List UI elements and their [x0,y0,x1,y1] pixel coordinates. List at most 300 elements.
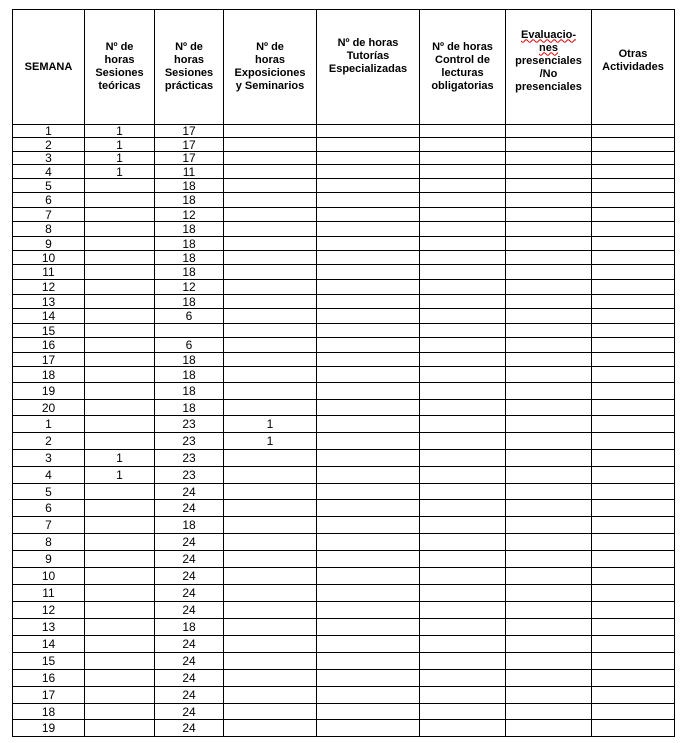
cell-evaluaciones [506,338,592,353]
header-line: Sesiones [95,67,144,79]
cell-tutorias-especializadas [317,400,420,416]
cell-control-lecturas [420,251,506,265]
cell-semana: 19 [13,383,85,400]
cell-semana: 6 [13,500,85,517]
cell-semana: 8 [13,534,85,551]
cell-exposiciones-seminarios [224,704,317,720]
table-row [13,280,675,295]
cell-sesiones-teoricas [85,338,155,353]
cell-semana: 18 [13,704,85,720]
cell-evaluaciones [506,193,592,208]
cell-sesiones-teoricas [85,517,155,534]
cell-otras-actividades [592,500,675,517]
header-tutorias-especializadas [317,10,420,125]
cell-evaluaciones [506,467,592,484]
cell-sesiones-teoricas [85,383,155,400]
cell-sesiones-practicas: 24 [155,653,224,670]
cell-evaluaciones [506,602,592,619]
table-row [13,704,675,720]
cell-sesiones-teoricas: 1 [85,125,155,138]
cell-sesiones-teoricas [85,602,155,619]
header-line: lecturas [441,67,484,79]
cell-semana: 20 [13,400,85,416]
cell-semana: 11 [13,265,85,280]
cell-exposiciones-seminarios: 1 [224,433,317,450]
cell-semana: 9 [13,237,85,251]
cell-evaluaciones [506,280,592,295]
cell-semana: 17 [13,353,85,367]
cell-tutorias-especializadas [317,222,420,237]
cell-otras-actividades [592,138,675,152]
cell-exposiciones-seminarios [224,125,317,138]
cell-tutorias-especializadas [317,338,420,353]
cell-evaluaciones [506,450,592,467]
cell-exposiciones-seminarios [224,568,317,585]
cell-sesiones-practicas: 18 [155,353,224,367]
cell-exposiciones-seminarios [224,687,317,704]
cell-tutorias-especializadas [317,179,420,193]
cell-exposiciones-seminarios [224,517,317,534]
header-line: Nº de [105,41,134,53]
cell-sesiones-practicas: 17 [155,152,224,165]
header-line: teóricas [98,80,141,92]
cell-tutorias-especializadas [317,237,420,251]
cell-tutorias-especializadas [317,704,420,720]
cell-sesiones-practicas: 24 [155,704,224,720]
cell-tutorias-especializadas [317,619,420,636]
cell-exposiciones-seminarios [224,551,317,568]
cell-semana: 3 [13,450,85,467]
cell-semana: 14 [13,309,85,324]
cell-tutorias-especializadas [317,585,420,602]
cell-evaluaciones [506,534,592,551]
cell-tutorias-especializadas [317,280,420,295]
cell-sesiones-teoricas [85,704,155,720]
cell-sesiones-practicas: 24 [155,551,224,568]
cell-control-lecturas [420,125,506,138]
table-row [13,222,675,237]
cell-otras-actividades [592,450,675,467]
cell-sesiones-practicas: 6 [155,338,224,353]
cell-evaluaciones [506,165,592,179]
cell-semana: 14 [13,636,85,653]
cell-otras-actividades [592,433,675,450]
cell-control-lecturas [420,534,506,551]
header-line: horas [174,54,204,66]
cell-sesiones-practicas: 18 [155,619,224,636]
cell-exposiciones-seminarios [224,237,317,251]
header-line: Otras [618,48,648,60]
cell-tutorias-especializadas [317,534,420,551]
table-row [13,125,675,138]
cell-exposiciones-seminarios [224,222,317,237]
cell-tutorias-especializadas [317,484,420,500]
table-row [13,433,675,450]
cell-control-lecturas [420,416,506,433]
cell-control-lecturas [420,619,506,636]
table-row [13,450,675,467]
cell-semana: 8 [13,222,85,237]
cell-semana: 16 [13,338,85,353]
cell-sesiones-practicas: 24 [155,636,224,653]
cell-evaluaciones [506,353,592,367]
cell-evaluaciones [506,179,592,193]
cell-otras-actividades [592,309,675,324]
cell-semana: 4 [13,165,85,179]
cell-exposiciones-seminarios [224,280,317,295]
cell-sesiones-practicas: 18 [155,251,224,265]
cell-sesiones-teoricas: 1 [85,450,155,467]
table-row [13,500,675,517]
cell-sesiones-teoricas: 1 [85,138,155,152]
cell-evaluaciones [506,367,592,383]
header-line: horas [255,54,285,66]
cell-exposiciones-seminarios [224,165,317,179]
cell-semana: 10 [13,251,85,265]
header-line: /No [539,67,558,80]
cell-exposiciones-seminarios [224,193,317,208]
header-line: Nº de [175,41,203,53]
table-row [13,309,675,324]
cell-otras-actividades [592,222,675,237]
cell-sesiones-teoricas [85,237,155,251]
cell-evaluaciones [506,237,592,251]
header-line: Nº de [256,41,284,53]
table-row [13,687,675,704]
cell-sesiones-practicas: 18 [155,193,224,208]
cell-semana: 4 [13,467,85,484]
cell-evaluaciones [506,324,592,338]
cell-otras-actividades [592,670,675,687]
cell-evaluaciones [506,265,592,280]
cell-sesiones-teoricas [85,670,155,687]
header-row [13,10,675,125]
cell-sesiones-teoricas [85,484,155,500]
cell-sesiones-practicas: 17 [155,138,224,152]
cell-exposiciones-seminarios [224,383,317,400]
cell-tutorias-especializadas [317,467,420,484]
cell-sesiones-practicas: 23 [155,416,224,433]
cell-tutorias-especializadas [317,125,420,138]
cell-tutorias-especializadas [317,433,420,450]
cell-sesiones-practicas: 18 [155,179,224,193]
cell-sesiones-teoricas [85,179,155,193]
cell-sesiones-teoricas [85,534,155,551]
cell-tutorias-especializadas [317,152,420,165]
cell-sesiones-practicas: 18 [155,237,224,251]
weekly-hours-table [12,9,675,737]
cell-otras-actividades [592,484,675,500]
cell-control-lecturas [420,338,506,353]
header-evaluaciones [506,10,592,125]
cell-semana: 18 [13,367,85,383]
cell-evaluaciones [506,636,592,653]
cell-exposiciones-seminarios [224,295,317,309]
header-line: y Seminarios [235,80,305,92]
cell-evaluaciones [506,585,592,602]
cell-tutorias-especializadas [317,295,420,309]
cell-evaluaciones [506,222,592,237]
table-row [13,636,675,653]
cell-sesiones-practicas: 23 [155,450,224,467]
cell-control-lecturas [420,280,506,295]
table-row [13,467,675,484]
cell-sesiones-teoricas [85,309,155,324]
cell-exposiciones-seminarios [224,720,317,737]
table-row [13,208,675,222]
cell-control-lecturas [420,353,506,367]
cell-control-lecturas [420,602,506,619]
cell-control-lecturas [420,551,506,568]
cell-tutorias-especializadas [317,653,420,670]
header-line: horas [104,54,135,66]
cell-evaluaciones [506,517,592,534]
table-row [13,295,675,309]
cell-sesiones-teoricas [85,280,155,295]
cell-control-lecturas [420,295,506,309]
table-row [13,353,675,367]
cell-evaluaciones [506,125,592,138]
cell-sesiones-teoricas [85,251,155,265]
table-row [13,152,675,165]
cell-evaluaciones [506,619,592,636]
table-row [13,251,675,265]
cell-tutorias-especializadas [317,568,420,585]
header-line: Evaluacio- [520,28,577,41]
cell-otras-actividades [592,602,675,619]
table-row [13,383,675,400]
cell-evaluaciones [506,251,592,265]
cell-control-lecturas [420,500,506,517]
table-row [13,551,675,568]
cell-sesiones-practicas: 11 [155,165,224,179]
cell-semana: 10 [13,568,85,585]
table-row [13,484,675,500]
header-line: nes [539,41,558,54]
cell-otras-actividades [592,400,675,416]
cell-control-lecturas [420,152,506,165]
table-row [13,179,675,193]
cell-exposiciones-seminarios [224,179,317,193]
cell-semana: 9 [13,551,85,568]
cell-tutorias-especializadas [317,450,420,467]
cell-exposiciones-seminarios [224,670,317,687]
table-row [13,568,675,585]
cell-sesiones-teoricas [85,720,155,737]
cell-sesiones-practicas: 12 [155,280,224,295]
cell-exposiciones-seminarios [224,338,317,353]
cell-tutorias-especializadas [317,500,420,517]
cell-otras-actividades [592,720,675,737]
cell-otras-actividades [592,467,675,484]
table-row [13,653,675,670]
cell-exposiciones-seminarios [224,265,317,280]
header-sesiones-practicas [155,10,224,125]
cell-control-lecturas [420,383,506,400]
cell-sesiones-teoricas [85,687,155,704]
cell-sesiones-teoricas [85,433,155,450]
cell-evaluaciones [506,400,592,416]
cell-evaluaciones [506,309,592,324]
cell-exposiciones-seminarios [224,400,317,416]
cell-tutorias-especializadas [317,324,420,338]
cell-otras-actividades [592,324,675,338]
cell-control-lecturas [420,309,506,324]
cell-otras-actividades [592,265,675,280]
cell-control-lecturas [420,400,506,416]
table-row [13,367,675,383]
cell-semana: 6 [13,193,85,208]
cell-exposiciones-seminarios [224,467,317,484]
table-row [13,400,675,416]
header-line: Tutorías [346,49,390,62]
header-line: presenciales [515,54,582,67]
table-body [13,125,675,737]
cell-tutorias-especializadas [317,309,420,324]
cell-control-lecturas [420,450,506,467]
cell-tutorias-especializadas [317,353,420,367]
cell-exposiciones-seminarios [224,324,317,338]
cell-tutorias-especializadas [317,193,420,208]
cell-control-lecturas [420,367,506,383]
header-otras-actividades [592,10,675,125]
cell-exposiciones-seminarios [224,309,317,324]
header-line: Nº de horas [432,41,493,53]
cell-control-lecturas [420,193,506,208]
cell-evaluaciones [506,720,592,737]
cell-otras-actividades [592,179,675,193]
header-control-lecturas [420,10,506,125]
cell-sesiones-teoricas [85,585,155,602]
table-row [13,416,675,433]
cell-sesiones-teoricas [85,324,155,338]
cell-sesiones-teoricas: 1 [85,467,155,484]
header-line: Control de [435,54,490,66]
table-row [13,534,675,551]
cell-evaluaciones [506,484,592,500]
cell-otras-actividades [592,585,675,602]
cell-semana: 13 [13,295,85,309]
cell-evaluaciones [506,500,592,517]
cell-sesiones-practicas: 23 [155,433,224,450]
cell-sesiones-teoricas [85,619,155,636]
cell-control-lecturas [420,265,506,280]
cell-control-lecturas [420,484,506,500]
cell-exposiciones-seminarios [224,152,317,165]
cell-semana: 15 [13,653,85,670]
cell-sesiones-teoricas [85,551,155,568]
cell-sesiones-practicas: 18 [155,400,224,416]
cell-exposiciones-seminarios [224,367,317,383]
cell-tutorias-especializadas [317,551,420,568]
cell-sesiones-teoricas: 1 [85,152,155,165]
cell-sesiones-practicas: 24 [155,534,224,551]
cell-evaluaciones [506,670,592,687]
header-line: Sesiones [164,67,214,79]
cell-control-lecturas [420,237,506,251]
header-semana [13,10,85,125]
cell-exposiciones-seminarios [224,636,317,653]
cell-evaluaciones [506,208,592,222]
cell-otras-actividades [592,687,675,704]
cell-sesiones-practicas: 24 [155,500,224,517]
cell-sesiones-teoricas [85,353,155,367]
cell-control-lecturas [420,568,506,585]
header-line: Nº de horas [337,36,399,49]
cell-tutorias-especializadas [317,416,420,433]
cell-semana: 15 [13,324,85,338]
cell-sesiones-practicas: 24 [155,602,224,619]
cell-semana: 2 [13,138,85,152]
cell-exposiciones-seminarios: 1 [224,416,317,433]
cell-sesiones-practicas: 18 [155,367,224,383]
table-header [13,10,675,125]
cell-otras-actividades [592,165,675,179]
cell-sesiones-practicas: 23 [155,467,224,484]
cell-control-lecturas [420,165,506,179]
cell-exposiciones-seminarios [224,251,317,265]
cell-otras-actividades [592,619,675,636]
cell-sesiones-teoricas [85,400,155,416]
cell-semana: 16 [13,670,85,687]
cell-semana: 2 [13,433,85,450]
cell-tutorias-especializadas [317,383,420,400]
cell-otras-actividades [592,251,675,265]
table-row [13,670,675,687]
cell-semana: 13 [13,619,85,636]
header-line: SEMANA [24,60,73,73]
cell-tutorias-especializadas [317,138,420,152]
cell-tutorias-especializadas [317,720,420,737]
cell-exposiciones-seminarios [224,500,317,517]
cell-control-lecturas [420,636,506,653]
header-exposiciones-seminarios [224,10,317,125]
cell-evaluaciones [506,433,592,450]
cell-sesiones-practicas: 6 [155,309,224,324]
cell-control-lecturas [420,138,506,152]
cell-exposiciones-seminarios [224,484,317,500]
cell-sesiones-practicas: 18 [155,295,224,309]
cell-control-lecturas [420,517,506,534]
cell-sesiones-teoricas [85,636,155,653]
cell-semana: 1 [13,416,85,433]
cell-evaluaciones [506,152,592,165]
cell-sesiones-practicas: 24 [155,687,224,704]
header-line: obligatorias [431,80,494,92]
cell-otras-actividades [592,338,675,353]
cell-control-lecturas [420,720,506,737]
table-row [13,324,675,338]
table-row [13,237,675,251]
cell-semana: 7 [13,517,85,534]
cell-otras-actividades [592,125,675,138]
cell-tutorias-especializadas [317,517,420,534]
table-row [13,720,675,737]
cell-exposiciones-seminarios [224,534,317,551]
cell-otras-actividades [592,295,675,309]
cell-sesiones-practicas: 18 [155,222,224,237]
cell-sesiones-practicas: 18 [155,517,224,534]
table-row [13,165,675,179]
cell-sesiones-practicas: 24 [155,568,224,585]
cell-control-lecturas [420,467,506,484]
cell-exposiciones-seminarios [224,450,317,467]
cell-otras-actividades [592,416,675,433]
header-line: Actividades [602,61,664,73]
cell-exposiciones-seminarios [224,619,317,636]
header-sesiones-teoricas [85,10,155,125]
cell-evaluaciones [506,653,592,670]
